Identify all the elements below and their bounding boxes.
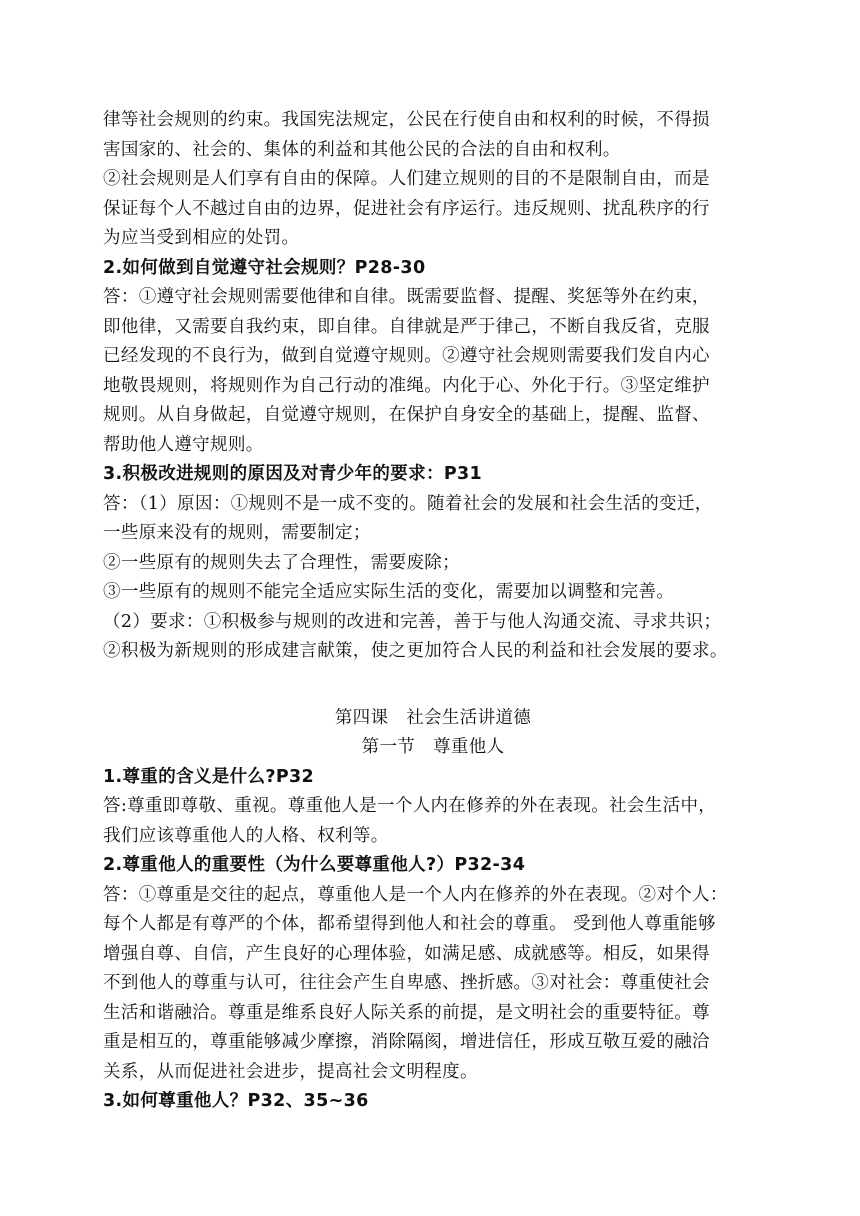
body-line: ③一些原有的规则不能完全适应实际生活的变化，需要加以调整和完善。 [103, 582, 675, 602]
body-line: 为应当受到相应的处罚。 [103, 228, 300, 248]
body-line: 答:尊重即尊敬、重视。尊重他人是一个人内在修养的外在表现。社会生活中， [103, 796, 717, 816]
body-line: 不到他人的尊重与认可，往往会产生自卑感、挫折感。③对社会：尊重使社会 [103, 973, 710, 993]
question-heading: 2.尊重他人的重要性（为什么要尊重他人?）P32-34 [103, 855, 526, 875]
body-line: 即他律，又需要自我约束，即自律。自律就是严于律己，不断自我反省，克服 [103, 316, 710, 337]
body-line: 律等社会规则的约束。我国宪法规定，公民在行使自由和权利的时候，不得损 [103, 110, 710, 130]
body-line: 答：（1）原因：①规则不是一成不变的。随着社会的发展和社会生活的变迁， [103, 493, 713, 514]
question-heading: 2.如何做到自觉遵守社会规则？P28-30 [103, 257, 426, 278]
section-title: 第一节 尊重他人 [361, 737, 505, 757]
body-line: 关系，从而促进社会进步，提高社会文明程度。 [103, 1061, 478, 1082]
body-line: ②社会规则是人们享有自由的保障。人们建立规则的目的不是限制自由，而是 [103, 169, 710, 189]
body-line: 规则。从自身做起，自觉遵守规则，在保护自身安全的基础上，提醒、监督、 [103, 405, 710, 425]
body-line: 害国家的、社会的、集体的利益和其他公民的合法的自由和权利。 [103, 139, 621, 160]
body-line: 帮助他人遵守规则。 [103, 434, 264, 455]
body-line: 我们应该尊重他人的人格、权利等。 [103, 825, 389, 846]
body-line: 生活和谐融洽。尊重是维系良好人际关系的前提，是文明社会的重要特征。尊 [103, 1002, 710, 1023]
question-heading: 3.积极改进规则的原因及对青少年的要求：P31 [103, 464, 483, 484]
body-line: 重是相互的，尊重能够减少摩擦，消除隔阂，增进信任，形成互敬互爱的融洽 [103, 1032, 710, 1052]
body-line: 地敬畏规则，将规则作为自己行动的准绳。内化于心、外化于行。③坚定维护 [103, 375, 710, 396]
lesson-title: 第四课 社会生活讲道德 [334, 707, 532, 728]
question-heading: 1.尊重的含义是什么?P32 [103, 766, 315, 787]
body-line: 答：①尊重是交往的起点，尊重他人是一个人内在修养的外在表现。②对个人： [103, 884, 728, 905]
body-line: 增强自尊、自信，产生良好的心理体验，如满足感、成就感等。相反，如果得 [103, 943, 710, 964]
body-line: （2）要求：①积极参与规则的改进和完善，善于与他人沟通交流、寻求共识； [103, 611, 722, 632]
body-line: 一些原来没有的规则，需要制定； [103, 523, 371, 543]
question-heading: 3.如何尊重他人？P32、35~36 [103, 1091, 369, 1111]
body-line: ②一些原有的规则失去了合理性，需要废除； [103, 552, 460, 573]
section-gap [103, 667, 763, 704]
body-line: 保证每个人不越过自由的边界，促进社会有序运行。违反规则、扰乱秩序的行 [103, 198, 710, 219]
document-page [103, 106, 763, 1117]
body-line: ②积极为新规则的形成建言献策，使之更加符合人民的利益和社会发展的要求。 [103, 641, 728, 661]
body-line: 答：①遵守社会规则需要他律和自律。既需要监督、提醒、奖惩等外在约束， [103, 287, 710, 307]
body-line: 已经发现的不良行为，做到自觉遵守规则。②遵守社会规则需要我们发自内心 [103, 346, 710, 366]
body-line: 每个人都是有尊严的个体，都希望得到他人和社会的尊重。 受到他人尊重能够 [103, 914, 716, 934]
